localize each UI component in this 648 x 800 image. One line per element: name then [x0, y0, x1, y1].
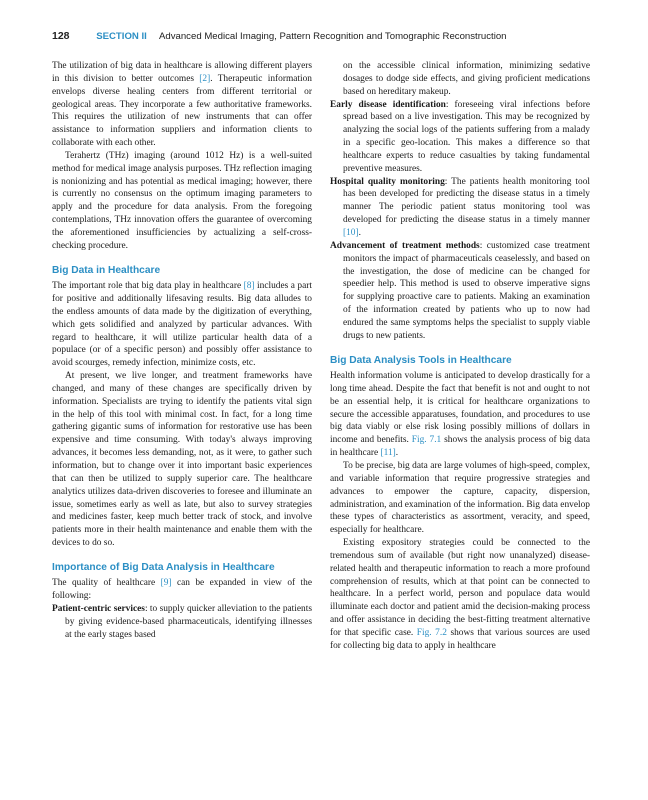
list-term: Early disease identification: [330, 99, 446, 110]
list-item: Advancement of treatment methods: customized case treatment monitors the impact of pharmaceuticals ceaselessly, and based on the investigation, the dose of medicine can be changed for speedier help. This method is used to observe imperative signs for supplying proactive care to patients. Making an examination of the information created by patients who up to now had endured the same symptoms helps the specialist to supply viable drugs to new patients.: [330, 240, 590, 341]
book-title: Advanced Medical Imaging, Pattern Recognition and Tomographic Reconstruction: [158, 31, 507, 42]
paragraph: The quality of healthcare [9] can be expanded in view of the following:: [52, 578, 312, 602]
page-number: 128: [52, 30, 70, 42]
right-column: [330, 60, 590, 653]
paragraph: At present, we live longer, and treatment frameworks have changed, and many of these changes are specifically driven by information. Specialists are trying to identify the patients vital sign in the help of this tool with minimal cost. In fact, for a long time gathering gigantic sums of information for restorative use has been expensive and time consuming. With today's always improving advances, it becomes less demanding, not, as it were, to gather such information, but to change over it into important basic experiences that can then be utilized to supply superior care. The healthcare analytics utilizes data-driven discoveries to foresee and illuminate an issue, sometimes early as well as late, but also to survey strategies and medicines faster, keep much better track of stock, and involve patients more in their health maintenance and enable them with the devices to do so.: [52, 371, 312, 549]
citation-link[interactable]: [9]: [160, 578, 172, 589]
section-heading-tools: Big Data Analysis Tools in Healthcare: [330, 354, 512, 366]
left-column: [52, 60, 312, 642]
list-item: Hospital quality monitoring: The patients health monitoring tool has been developed for predicting the disease status in a timely manner The periodic patient status monitoring tool was developed for predicting the disease status in a timely manner [10].: [330, 176, 591, 238]
section-heading-importance: Importance of Big Data Analysis in Healthcare: [52, 561, 275, 573]
list-item: Patient-centric services: to supply quicker alleviation to the patients by giving evidence-based pharmaceuticals, identifying illnesses at the early stages based: [52, 604, 312, 640]
section-label: SECTION II: [96, 31, 147, 42]
citation-link[interactable]: [2]: [199, 73, 211, 84]
list-term: Advancement of treatment methods: [330, 240, 480, 251]
paragraph: To be precise, big data are large volumes of high-speed, complex, and variable information that require progressive strategies and advances to empower the capture, capacity, dispersion, administration, and examination of the information. Big data envelop these types of characteristics as assortment, veracity, and speed, especially for healthcare.: [330, 460, 590, 536]
figure-link[interactable]: Fig. 7.2: [416, 627, 447, 638]
list-term: Patient-centric services: [52, 604, 145, 615]
citation-link[interactable]: [8]: [243, 281, 255, 292]
paragraph: Health information volume is anticipated to develop drastically for a long time ahead. Despite the fact that benefit is not and ought to not be an essential help, it is critical for healthcare organizations to secure the accessible apparatuses, foundation, and procedures to use big data viably or else risk losing possibly millions of dollars in income and benefits. Fig. 7.1 shows the analysis process of big data in healthcare [11].: [330, 371, 590, 459]
paragraph: Existing expository strategies could be connected to the tremendous sum of available (but right now unanalyzed) disease-related health and therapeutic information to reach a more profound comprehension of results, which at that point can be connected to healthcare. In a perfect world, person and populace data would illuminate each doctor and patient amid the decision-making process and offer assistance in deciding the best-fitting treatment alternative for that specific case. Fig. 7.2 shows that various sources are used for collecting big data to apply in healthcare: [330, 538, 590, 651]
section-heading-big-data: Big Data in Healthcare: [52, 264, 161, 276]
paragraph: The important role that big data play in healthcare [8] includes a part for positive and additionally lifesaving results. Big data alludes to the endless amounts of data made by the digitization of everything, which gets solidified and analyzed by particular advances. With regard to healthcare, it will utilize particular health data of a populace (or of a specific person) and possibly offer assistance to avoid scourges, remedy infection, minimize costs, etc.: [52, 281, 312, 369]
citation-link[interactable]: [11]: [380, 448, 396, 459]
figure-link[interactable]: Fig. 7.1: [411, 435, 442, 446]
list-term: Hospital quality monitoring: [330, 176, 445, 187]
paragraph: The utilization of big data in healthcare is allowing different players in this division to better outcomes [2]. Therapeutic information envelops diverse healing centers from different territorial or geological areas. They incorporate a few authoritative frameworks. This requires the utilization of new instruments that can offer assistance to information suppliers and information clients to collaborate with each other.: [52, 61, 312, 149]
running-header: [52, 30, 612, 42]
list-item: Early disease identification: foreseeing viral infections before spread based on a live investigation. This may be recognized by analyzing the social logs of the patients suffering from a malady in a specific geo-location. This makes a difference so that healthcare experts to reduce casualties by taking fundamental preventive measures.: [330, 99, 590, 174]
list-item-continuation: on the accessible clinical information, minimizing sedative dosages to dodge side effects, and giving proficient medications based on hereditary makeup.: [343, 61, 590, 97]
citation-link[interactable]: [10]: [343, 227, 359, 238]
paragraph: Terahertz (THz) imaging (around 1012 Hz) is a well-suited method for medical image analysis purposes. THz reflection imaging is nonionizing and has potential as medical imaging; however, there is currently no consensus on the optimum imaging parameters to apply and the procedure for data analysis. From the foregoing contemplations, THz innovation offers the guarantee of overcoming the aforementioned insufficiencies by actualizing a self-cross-checking procedure.: [52, 150, 312, 251]
